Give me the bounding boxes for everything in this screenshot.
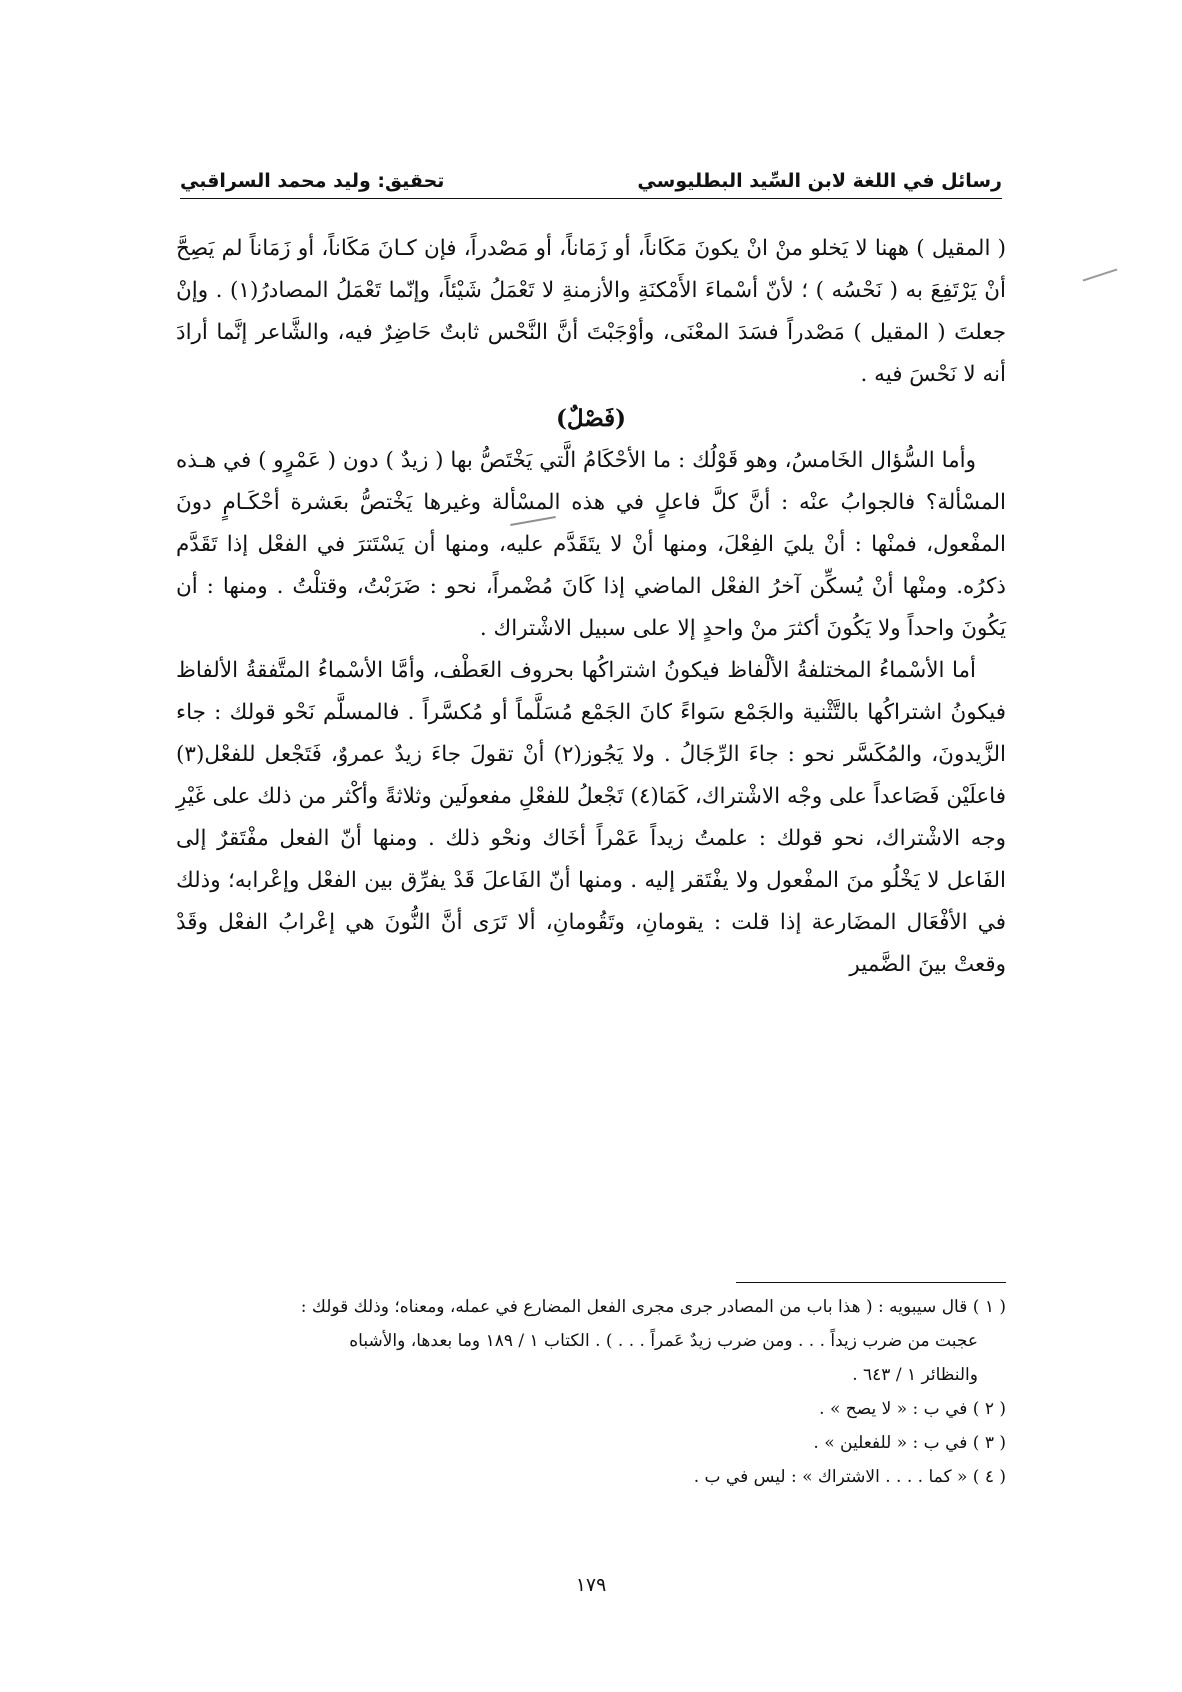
footnotes bbox=[176, 1290, 1006, 1494]
footnote-2: ( ٢ ) في ب : « لا يصح » . bbox=[819, 1399, 1006, 1419]
footnote-3: ( ٣ ) في ب : « للفعلين » . bbox=[813, 1433, 1006, 1453]
running-header bbox=[180, 152, 1002, 199]
header-editor-name: تحقيق: وليد محمد السراقبي bbox=[180, 170, 445, 192]
footnote-1-continuation: والنظائر ١ / ٦٤٣ . bbox=[852, 1365, 978, 1385]
header-book-title: رسائل في اللغة لابن السِّيد البطليوسي bbox=[637, 170, 1002, 192]
scan-mark bbox=[1083, 268, 1118, 281]
footnote-1: ( ١ ) قال سيبويه : ( هذا باب من المصادر جرى مجرى الفعل المضارع في عمله، ومعناه؛ وذلك قولك : bbox=[300, 1297, 1006, 1317]
body-paragraph: أما الأسْماءُ المختلفةُ الألْفاظ فيكونُ اشتراكُها بحروف العَطْف، وأمَّا الأسْماءُ المتَّفقةُ الألفاظ فيكونُ اشتراكُها بالتَّثْنية والجَمْع سَواءً كانَ الجَمْع مُسَلَّماً أو مُكسَّراً . فالمسلَّم نَحْو قولك : جاء الزَّيدونَ، والمُكَسَّر نحو : جاءَ الرِّجَالُ . ولا يَجُوز(٢) أنْ تقولَ جاءَ زيدٌ عمروٌ، فَتَجْعل للفعْل(٣) فاعلَيْن فَصَاعداً على وجْه الاشْتراك، كَمَا(٤) تَجْعلُ للفعْلِ مفعولَين وثلاثةً وأكْثر من ذلك على غَيْرِ وجه الاشْتراك، نحو قولك : علمتُ زيداً عَمْراً أخَاك ونحْو ذلك . ومنها أنّ الفعل مفْتَقرٌ إلى الفَاعل لا يَخْلُو منَ المفْعول ولا يفْتَقر إليه . ومنها أنّ الفَاعلَ قَدْ يفرِّق بين الفعْل وإعْرابه؛ وذلك في الأفْعَال المضَارعة إذا قلت : يقومانِ، وتَقُومانِ، ألا تَرَى أنَّ النُّونَ هي إعْرابُ الفعْل وقَدْ وقعتْ بينَ الضَّمير bbox=[176, 658, 1007, 977]
page-number: ١٧٩ bbox=[575, 1574, 607, 1596]
main-text bbox=[176, 228, 1006, 986]
footnote-4: ( ٤ ) « كما . . . . الاشتراك » : ليس في ب . bbox=[693, 1467, 1006, 1487]
section-heading: (فَصْلٌ) bbox=[555, 405, 627, 432]
footnote-1-continuation: عجبت من ضرب زيداً . . . ومن ضرب زيدٌ عَمراً . . . ) . الكتاب ١ / ١٨٩ وما بعدها، والأشباه bbox=[349, 1331, 978, 1351]
body-paragraph: ( المقيل ) ههنا لا يَخلو منْ انْ يكونَ مَكَاناً، أو زَمَاناً، أو مَصْدراً، فإن كـانَ مَكَاناً، أو زَمَاناً لم يَصِحَّ أنْ يَرْتَفِعَ به ( نَحْسُه ) ؛ لأنّ أسْماءَ الأَمْكنَةِ والأزمنةِ لا تَعْمَلُ شَيْئاً، وإنّما تَعْمَلُ المصادرُ(١) . وإنْ جعلتَ ( المقيل ) مَصْدراً فسَدَ المعْنَى، وأوْجَبْتَ أنَّ النَّحْس ثابتٌ حَاضِرٌ فيه، والشَّاعر إنَّما أرادَ أنه لا نَحْسَ فيه . bbox=[176, 236, 1006, 387]
body-paragraph: وأما السُّؤال الخَامسُ، وهو قَوْلُك : ما الأحْكَامُ الَّتي يَخْتَصُّ بها ( زيدٌ ) دون ( عَمْرٍو ) في هـذه المسْألة؟ فالجوابُ عنْه : أنَّ كلَّ فاعلٍ في هذه المسْألة وغيرها يَخْتصُّ بعَشرة أحْكَـامٍ دونَ المفْعول، فمنْها : أنْ يليَ الفِعْلَ، ومنها أنْ لا يتَقَدَّم عليه، ومنها أن يَسْتَترَ في الفعْل إذا تَقَدَّم ذكرُه. ومنْها أنْ يُسكِّن آخرُ الفعْل الماضي إذا كَانَ مُضْمراً، نحو : ضَرَبْتُ، وقتلْتُ . ومنها : أن يَكُونَ واحداً ولا يَكُونَ أكثرَ منْ واحدٍ إلا على سبيل الاشْتراك . bbox=[176, 448, 1006, 641]
footnote-divider bbox=[736, 1282, 1006, 1283]
